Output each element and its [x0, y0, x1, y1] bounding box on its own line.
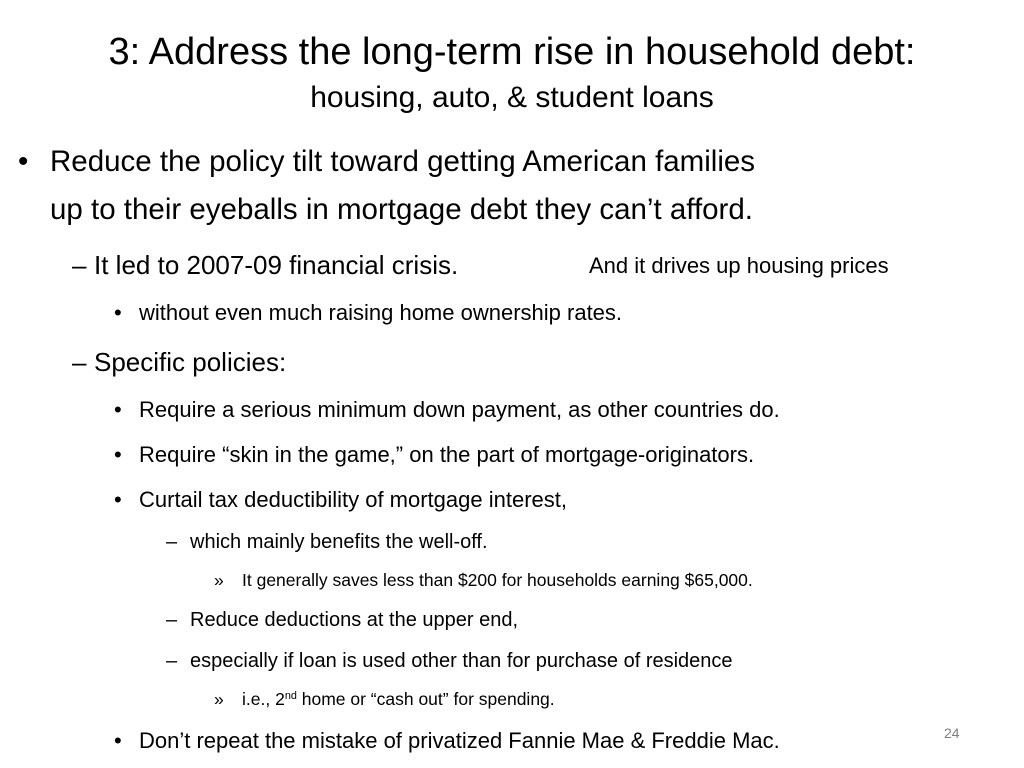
bullet-marker: •: [18, 145, 29, 178]
side-note-housing-prices: And it drives up housing prices: [589, 253, 889, 278]
bullet-marker: •: [114, 300, 122, 325]
bullet-ownership: without even much raising home ownership rates.: [139, 300, 623, 325]
bullet-main-line1: Reduce the policy tilt toward getting American families: [50, 145, 756, 178]
bullet-marker: •: [114, 728, 122, 753]
dash-marker: –: [72, 250, 87, 280]
bullet-reduce-deductions: Reduce deductions at the upper end,: [190, 609, 519, 631]
bullet-main-line2: up to their eyeballs in mortgage debt they can’t afford.: [50, 193, 753, 226]
bullet-fannie-freddie: Don’t repeat the mistake of privatized Fannie Mae & Freddie Mac.: [139, 728, 780, 753]
bullet-second-home: [242, 688, 555, 710]
second-home-superscript: nd: [284, 690, 297, 703]
bullet-marker: •: [114, 397, 122, 422]
chevron-marker: »: [214, 570, 224, 590]
bullet-saves: It generally saves less than $200 for households earning $65,000.: [242, 570, 753, 590]
slide-title: 3: Address the long-term rise in household debt:: [108, 31, 916, 73]
bullet-well-off: which mainly benefits the well-off.: [190, 531, 488, 553]
bullet-crisis: It led to 2007-09 financial crisis.: [94, 250, 459, 280]
bullet-marker: •: [114, 487, 122, 512]
dash-marker: –: [72, 347, 87, 377]
bullet-marker: •: [114, 442, 122, 467]
bullet-skin-in-game: Require “skin in the game,” on the part of mortgage-originators.: [139, 442, 755, 467]
second-home-suffix: home or “cash out” for spending.: [296, 689, 555, 709]
bullet-curtail-deductibility: Curtail tax deductibility of mortgage interest,: [139, 487, 567, 512]
dash-marker: –: [166, 650, 178, 672]
bullet-specific-policies: Specific policies:: [94, 347, 287, 377]
chevron-marker: »: [214, 689, 224, 709]
bullet-down-payment: Require a serious minimum down payment, as other countries do.: [139, 397, 780, 422]
bullet-especially: especially if loan is used other than for purchase of residence: [190, 650, 733, 672]
dash-marker: –: [166, 531, 178, 553]
slide-subtitle: housing, auto, & student loans: [310, 81, 714, 114]
second-home-prefix: i.e., 2: [242, 689, 285, 709]
page-number: 24: [944, 725, 960, 741]
dash-marker: –: [166, 609, 178, 631]
